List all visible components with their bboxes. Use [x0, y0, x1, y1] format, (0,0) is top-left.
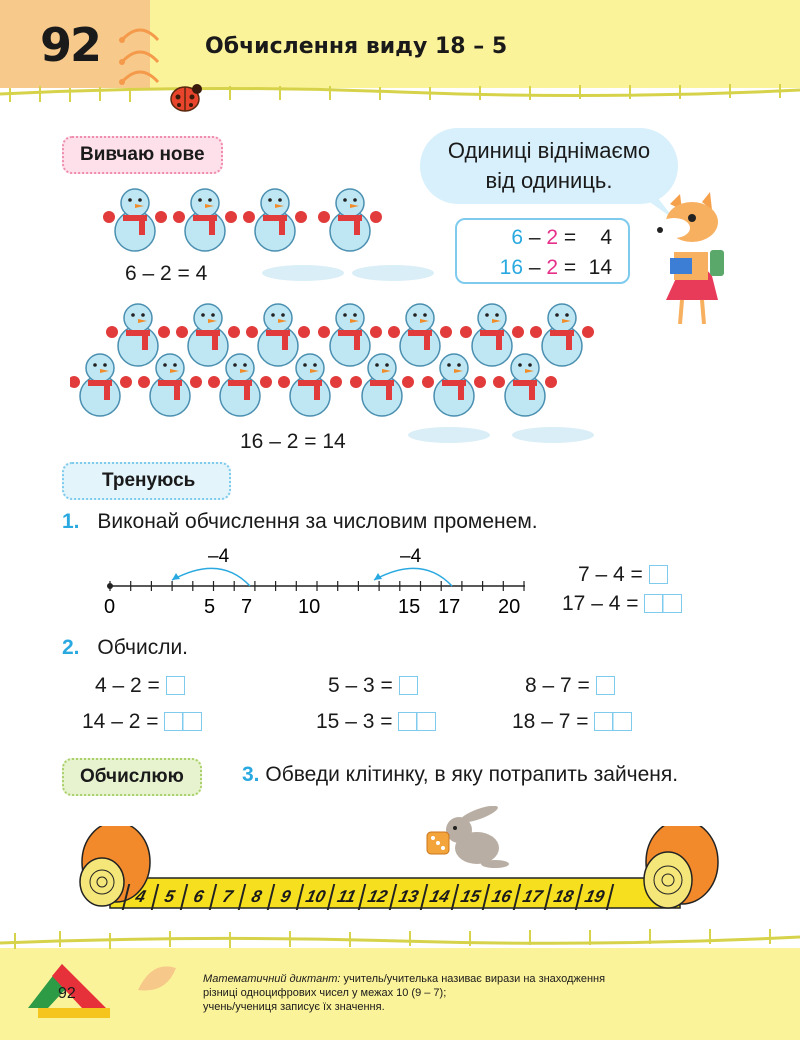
- shadow-hole: [352, 265, 434, 281]
- task-3-heading: 3. Обведи клітинку, в яку потрапить зайченя.: [242, 763, 679, 786]
- grass-border-bottom: [0, 925, 800, 955]
- task-2-expr: 5 – 3 =: [328, 674, 418, 698]
- footer-note: Математичний диктант: учитель/учителька називає вирази на знаходження різниці одноцифрових чисел у межах 10 (9 – 7); учень/учениця записує їх значення.: [203, 973, 606, 1013]
- snowmen-group-large: [70, 300, 610, 430]
- jump-label: –4: [400, 546, 422, 567]
- ruler-cell[interactable]: 6: [180, 884, 215, 910]
- shadow-hole: [262, 265, 344, 281]
- ruler-cell[interactable]: 14: [420, 884, 457, 910]
- tick-label: 5: [204, 596, 216, 618]
- ruler-cells: [125, 884, 611, 910]
- leaf-icon: [132, 960, 182, 1000]
- task-2-expr: 4 – 2 =: [95, 674, 185, 698]
- example-large: 16 – 2 = 14: [240, 430, 346, 453]
- ruler-cell[interactable]: 15: [451, 884, 488, 910]
- tick-label: 10: [298, 596, 321, 618]
- task-1-expr: 17 – 4 =: [562, 592, 682, 616]
- tick-label: 7: [241, 596, 253, 618]
- answer-box[interactable]: [596, 676, 615, 695]
- ruler-cell[interactable]: 4: [122, 884, 157, 910]
- ruler-cell[interactable]: 17: [513, 884, 550, 910]
- answer-box[interactable]: [594, 712, 632, 731]
- task-2-expr: 15 – 3 =: [316, 710, 436, 734]
- ruler-cell[interactable]: 13: [389, 884, 426, 910]
- grass-border-top: [0, 82, 800, 106]
- ruler-cell[interactable]: 12: [358, 884, 395, 910]
- ruler-cell[interactable]: 16: [482, 884, 519, 910]
- answer-box[interactable]: [399, 676, 418, 695]
- tick-label: 20: [498, 596, 521, 618]
- eq-row: 6 – 2 = 4: [511, 226, 613, 249]
- tick-label: 17: [438, 596, 461, 618]
- section-tag-learn: Вивчаю нове: [62, 136, 223, 174]
- footer-page-number: 92: [58, 985, 76, 1002]
- task-2-expr: 14 – 2 =: [82, 710, 202, 734]
- bubble-line: Одиниці віднімаємо: [447, 138, 651, 163]
- answer-box[interactable]: [164, 712, 202, 731]
- task-2-expr: 8 – 7 =: [525, 674, 615, 698]
- section-tag-practice: Тренуюсь: [62, 462, 231, 500]
- task-1-expr: 7 – 4 =: [578, 563, 668, 587]
- footer-label: Математичний диктант:: [203, 973, 341, 985]
- ruler-cell[interactable]: 10: [296, 884, 333, 910]
- task-2-expr: 18 – 7 =: [512, 710, 632, 734]
- bubble-line: від одиниць.: [485, 168, 613, 193]
- equation-box: [455, 218, 630, 284]
- answer-box[interactable]: [649, 565, 668, 584]
- ruler-cell[interactable]: 7: [209, 884, 244, 910]
- shadow-hole: [408, 427, 490, 443]
- ruler-cell[interactable]: 11: [327, 884, 364, 910]
- answer-box[interactable]: [166, 676, 185, 695]
- ruler-cell[interactable]: 19: [575, 884, 612, 910]
- tick-label: 15: [398, 596, 421, 618]
- decorative-swirls-icon: [110, 10, 170, 90]
- section-tag-compute: Обчислюю: [62, 758, 202, 796]
- eq-row: 16 – 2 = 14: [499, 256, 613, 279]
- jump-label: –4: [208, 546, 230, 567]
- number-line: [100, 540, 540, 620]
- example-small: 6 – 2 = 4: [125, 262, 208, 285]
- tick-label: 0: [104, 596, 116, 618]
- ladybug-icon: [165, 80, 205, 114]
- ruler-cell[interactable]: 5: [151, 884, 186, 910]
- answer-box[interactable]: [398, 712, 436, 731]
- fox-character-icon: [652, 192, 732, 332]
- task-1-heading: 1. Виконай обчислення за числовим променем.: [62, 510, 538, 533]
- snowmen-group-small: [95, 180, 455, 260]
- page-number: 92: [40, 18, 101, 72]
- ruler-cell[interactable]: 8: [238, 884, 273, 910]
- ruler-cell[interactable]: 18: [544, 884, 581, 910]
- page-title: Обчислення виду 18 – 5: [205, 34, 508, 59]
- shadow-hole: [512, 427, 594, 443]
- task-2-heading: 2. Обчисли.: [62, 636, 189, 659]
- ruler-cell[interactable]: 9: [267, 884, 302, 910]
- answer-box[interactable]: [644, 594, 682, 613]
